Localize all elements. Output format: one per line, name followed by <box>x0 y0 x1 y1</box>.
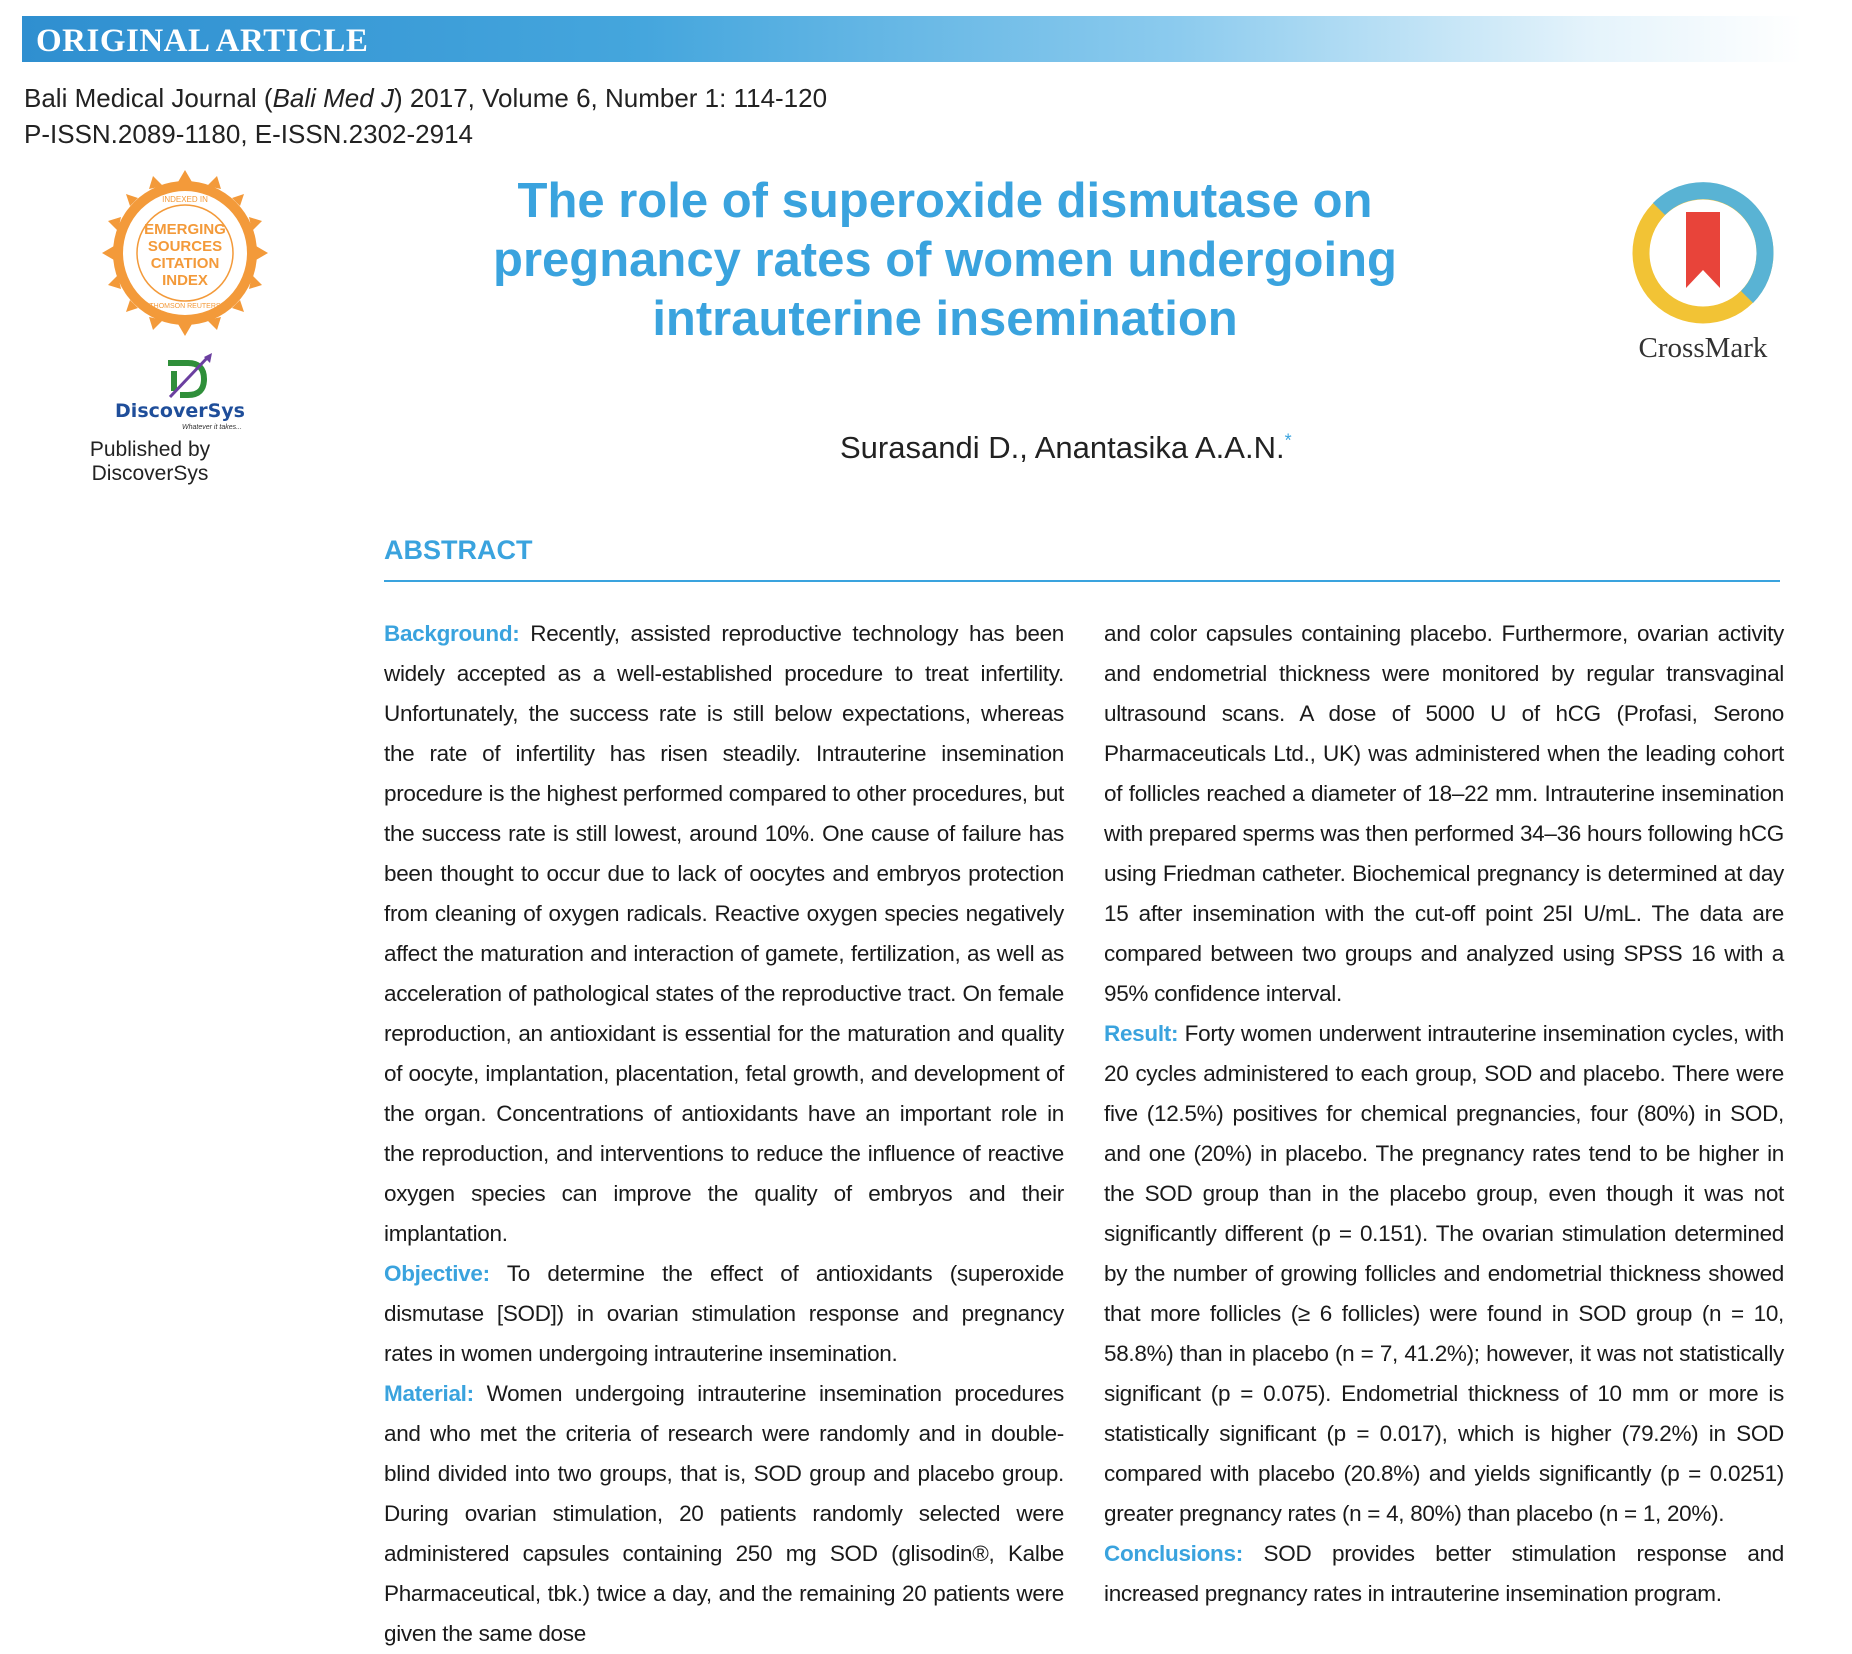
journal-citation <box>24 80 827 152</box>
result-text: Forty women underwent intrauterine insemination cycles, with 20 cycles administered to each group, SOD and placebo. There were five (12.5%) positives for chemical pregnancies, four (80%) in SOD, and one (20%) in placebo. The pregnancy rates tend to be higher in the SOD group than in the placebo group, even though it was not significantly different (p = 0.151). The ovarian stimulation determined by the number of growing follicles and endometrial thickness showed that more follicles (≥ 6 follicles) were found in SOD group (n = 10, 58.8%) than in placebo (n = 7, 41.2%); however, it was not statistically significant (p = 0.075). Endometrial thickness of 10 mm or more is statistically significant (p = 0.017), which is higher (79.2%) in SOD compared with placebo (20.8%) and yields significantly (p = 0.0251) greater pregnancy rates (n = 4, 80%) than placebo (n = 1, 20%). <box>1104 1021 1784 1526</box>
abstract-material-continued: and color capsules containing placebo. Furthermore, ovarian activity and endometrial thickness were monitored by regular transvaginal ultrasound scans. A dose of 5000 U of hCG (Profasi, Serono Pharmaceuticals Ltd., UK) was administered when the leading cohort of follicles reached a diameter of 18–22 mm. Intrauterine insemination with prepared sperms was then performed 34–36 hours following hCG using Friedman catheter. Biochemical pregnancy is determined at day 15 after insemination with the cut-off point 25I U/mL. The data are compared between two groups and analyzed using SPSS 16 with a 95% confidence interval. <box>1104 621 1784 1006</box>
article-title: The role of superoxide dismutase on pregnancy rates of women undergoing intrauterine insemination <box>493 174 1397 346</box>
abstract-conclusions <box>1104 1534 1784 1614</box>
esci-badge-icon <box>100 168 270 338</box>
abstract-objective <box>384 1254 1064 1374</box>
conclusions-text: SOD provides better stimulation response and increased pregnancy rates in intrauterine insemination program. <box>1104 1541 1784 1606</box>
published-by: Published by DiscoverSys <box>89 438 211 485</box>
material-label: Material: <box>384 1381 474 1406</box>
badge-line2: SOURCES <box>147 238 223 255</box>
journal-line: Bali Medical Journal (Bali Med J) 2017, Volume 6, Number 1: 114-120 <box>24 83 828 113</box>
abstract-heading: ABSTRACT <box>384 535 533 565</box>
abstract-column-left <box>384 614 1064 1654</box>
badge-bottom-text: THOMSON REUTERS <box>149 303 221 310</box>
objective-label: Objective: <box>384 1261 490 1286</box>
badge-line3: CITATION <box>150 255 220 272</box>
conclusions-label: Conclusions: <box>1104 1541 1243 1566</box>
background-label: Background: <box>384 621 520 646</box>
crossmark-label: CrossMark <box>1638 332 1768 364</box>
badge-top-text: INDEXED IN <box>162 195 208 204</box>
article-type-label: ORIGINAL ARTICLE <box>36 23 369 59</box>
abstract-material <box>384 1374 1064 1654</box>
abstract-result <box>1104 1014 1784 1534</box>
material-text: Women undergoing intrauterine insemination procedures and who met the criteria of research were randomly and in double-blind divided into two groups, that is, SOD group and placebo group. During ovarian stimulation, 20 patients randomly selected were administered capsules containing 250 mg SOD (glisodin®, Kalbe Pharmaceutical, tbk.) twice a day, and the remaining 20 patients were given the same dose <box>384 1381 1064 1646</box>
objective-text: To determine the effect of antioxidants (superoxide dismutase [SOD]) in ovarian stimulation response and pregnancy rates in women undergoing intrauterine insemination. <box>384 1261 1064 1366</box>
author-names: Surasandi D., Anantasika A.A.N. <box>840 430 1285 465</box>
abstract-column-right <box>1104 614 1784 1614</box>
author-list <box>840 430 1292 466</box>
journal-abbreviation: Bali Med J <box>272 83 394 113</box>
abstract-divider <box>384 580 1780 582</box>
badge-line1: EMERGING <box>144 221 226 238</box>
discoversys-logo-icon <box>100 345 260 445</box>
journal-issn: P-ISSN.2089-1180, E-ISSN.2302-2914 <box>24 119 474 149</box>
background-text: Recently, assisted reproductive technology has been widely accepted as a well-established procedure to treat infertility. Unfortunately, the success rate is still below expectations, whereas the rate of infertility has risen steadily. Intrauterine insemination procedure is the highest performed compared to other procedures, but the success rate is still lowest, around 10%. One cause of failure has been thought to occur due to lack of oocytes and embryos protection from cleaning of oxygen radicals. Reactive oxygen species negatively affect the maturation and interaction of gamete, fertilization, as well as acceleration of pathological states of the reproductive tract. On female reproduction, an antioxidant is essential for the maturation and quality of oocyte, implantation, placentation, fetal growth, and development of the organ. Concentrations of antioxidants have an important role in the reproduction, and interventions to reduce the influence of reactive oxygen species can improve the quality of embryos and their implantation. <box>384 621 1065 1246</box>
article-type-banner <box>22 16 1802 62</box>
discoversys-tagline: Whatever it takes... <box>182 424 242 431</box>
result-label: Result: <box>1104 1021 1179 1046</box>
abstract-background <box>384 614 1064 1254</box>
badge-line4: INDEX <box>162 272 208 289</box>
discoversys-wordmark: DiscoverSys <box>115 400 245 422</box>
corresponding-author-mark: * <box>1284 430 1292 451</box>
crossmark-icon[interactable] <box>1628 178 1778 328</box>
